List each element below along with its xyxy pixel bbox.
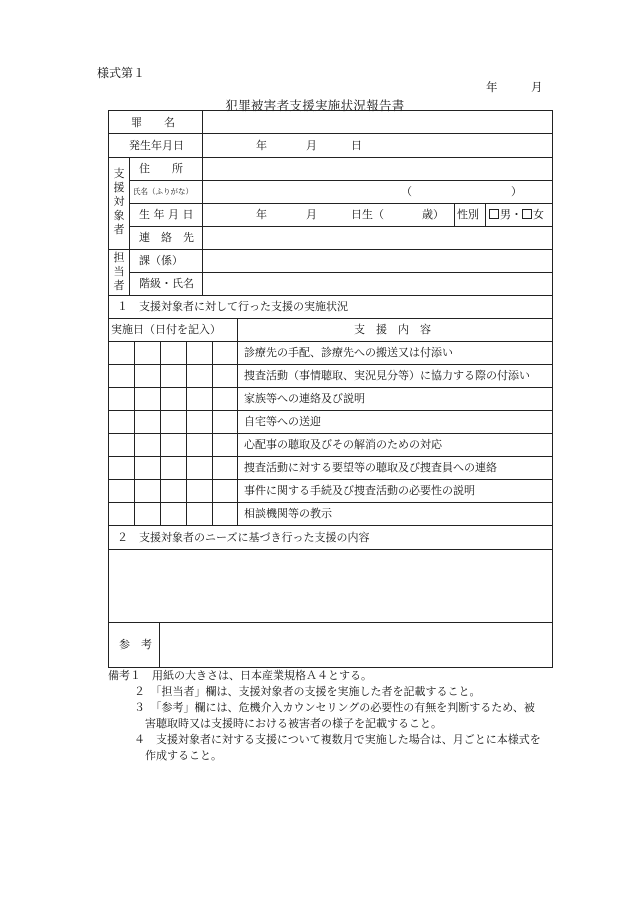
rank-name-label: 階級・氏名 [139, 277, 194, 290]
support-content-header: 支 援 内 容 [354, 323, 431, 336]
male-checkbox[interactable] [489, 209, 499, 219]
birth-month-label: 月 [306, 208, 317, 221]
support-item: 診療先の手配、診療先への搬送又は付添い [244, 346, 453, 359]
sex-options: 男・ 女 [489, 209, 544, 220]
support-subject-group-label: 支 援 対 象 者 [113, 167, 125, 236]
report-year-label: 年 [486, 80, 498, 94]
implementation-date-header: 実施日（日付を記入） [111, 323, 221, 336]
support-item: 捜査活動に対する要望等の聴取及び捜査員への連絡 [244, 461, 497, 474]
report-month-label: 月 [531, 80, 543, 94]
name-paren-close: ） [511, 185, 522, 198]
note-2: ２ 「担当者」欄は、支援対象者の支援を実施した者を記載すること。 [134, 685, 481, 698]
section1-heading: １ 支援対象者に対して行った支援の実施状況 [117, 300, 348, 313]
name-paren-open: （ [401, 185, 412, 198]
occurrence-month-label: 月 [306, 139, 317, 152]
section2-heading: ２ 支援対象者のニーズに基づき行った支援の内容 [117, 531, 370, 544]
department-label: 課（係） [139, 254, 183, 267]
note-4: ４ 支援対象者に対する支援について複数月で実施した場合は、月ごとに本様式を [134, 733, 541, 746]
support-item: 相談機関等の教示 [244, 507, 332, 520]
birth-day-label: 日生（ [351, 208, 384, 221]
staff-group-label: 担 当 者 [113, 251, 125, 292]
note-4-cont: 作成すること。 [145, 749, 222, 762]
form-number: 様式第１ [97, 66, 146, 80]
contact-label: 連 絡 先 [139, 231, 194, 244]
sex-label: 性別 [457, 208, 479, 221]
support-item: 捜査活動（事情聴取、実況見分等）に協力する際の付添い [244, 369, 530, 382]
remarks-label: 参 考 [119, 638, 152, 651]
support-item: 家族等への連絡及び説明 [244, 392, 365, 405]
note-3-cont: 害聴取時又は支援時における被害者の様子を記載すること。 [145, 717, 442, 730]
note-1: 備考１ 用紙の大きさは、日本産業規格Ａ４とする。 [108, 669, 372, 682]
name-furigana-label: 氏名（ふりがな） [133, 187, 193, 196]
report-form-table [108, 110, 553, 668]
occurrence-date-label: 発生年月日 [129, 139, 184, 152]
note-3: ３ 「参考」欄には、危機介入カウンセリングの必要性の有無を判断するため、被 [134, 701, 535, 714]
crime-name-label: 罪 名 [131, 116, 175, 129]
page-title: 犯罪被害者支援実施状況報告書 [225, 98, 405, 113]
address-label: 住 所 [139, 162, 183, 175]
support-item: 心配事の聴取及びその解消のための対応 [244, 438, 442, 451]
female-checkbox[interactable] [522, 209, 532, 219]
support-item: 事件に関する手続及び捜査活動の必要性の説明 [244, 484, 475, 497]
occurrence-year-label: 年 [256, 139, 267, 152]
occurrence-day-label: 日 [351, 139, 362, 152]
birth-date-label: 生 年 月 日 [139, 208, 194, 221]
age-label: 歳） [422, 208, 444, 221]
support-item: 自宅等への送迎 [244, 415, 321, 428]
birth-year-label: 年 [256, 208, 267, 221]
